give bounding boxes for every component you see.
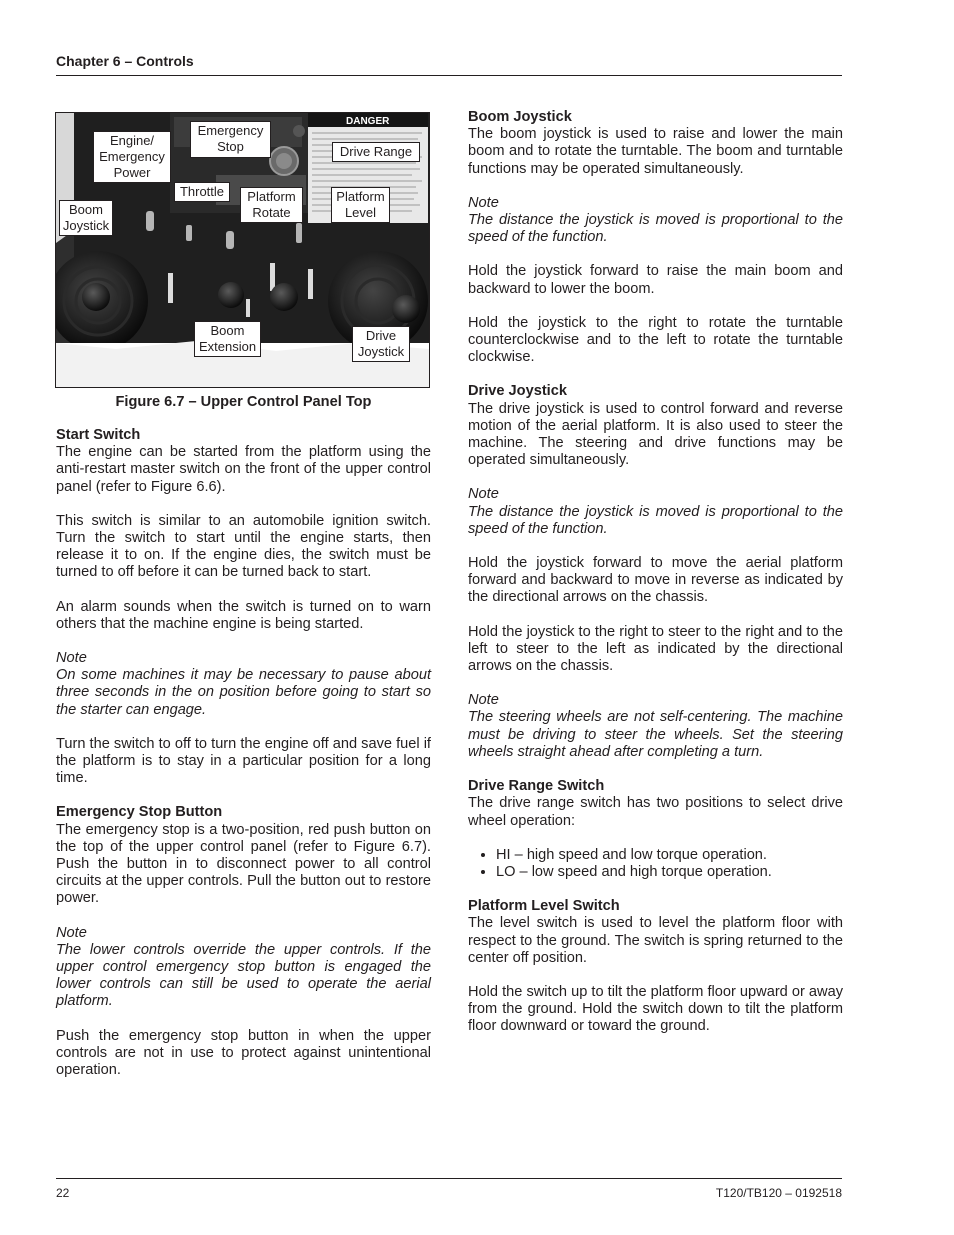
chapter-header: Chapter 6 – Controls [56,53,194,69]
boom-joystick-note-label: Note [468,194,499,211]
danger-decal-label: DANGER [346,116,390,127]
left-column [56,427,431,1096]
drive-range-list [468,847,843,881]
page-number: 22 [56,1186,70,1200]
callout-emergency-stop: Emergency Stop [190,121,271,158]
drive-joystick-heading: Drive Joystick [468,383,567,400]
upper-control-panel-figure [55,112,430,388]
start-switch-note-label: Note [56,650,87,667]
estop-p1: The emergency stop is a two-position, red push button on the top of the upper control panel (refer to Figure 6.7). Push the button in to disconnect power to all control circuits at the upper controls. Pull the button out to restore power. [56,821,431,907]
start-switch-p1: The engine can be started from the platform using the anti-restart master switch on the front of the upper control panel (refer to Figure 6.6). [56,444,431,495]
figure-caption: Figure 6.7 – Upper Control Panel Top [115,394,372,410]
callout-boom-extension: Boom Extension [194,321,261,357]
document-id: T120/TB120 – 0192518 [715,1186,842,1200]
start-switch-p4: Turn the switch to off to turn the engine off and save fuel if the platform is to stay in a particular position for a long time. [56,735,431,787]
callout-platform-rotate: Platform Rotate [240,187,303,223]
callout-drive-range: Drive Range [332,142,420,162]
drive-joystick-note2: The steering wheels are not self-centering. The machine must be driving to steer the wheels. Set the steering wheels straight ahead after completing a turn. [468,709,843,760]
right-column [468,109,843,1053]
header-rule [56,75,842,76]
drive-joystick-p3: Hold the joystick to the right to steer to the right and to the left to steer to the left as indicated by the directional arrows on the chassis. [468,623,843,675]
callout-platform-level: Platform Level [331,187,390,223]
platform-level-heading: Platform Level Switch [468,898,620,915]
callout-drive-joystick: Drive Joystick [352,326,410,362]
estop-heading: Emergency Stop Button [56,804,223,821]
estop-note: The lower controls override the upper controls. If the upper control emergency stop button is engaged the lower controls can still be used to operate the aerial platform. [56,941,431,1010]
footer-rule [56,1178,842,1179]
start-switch-note: On some machines it may be necessary to pause about three seconds in the on position before going to start so the starter can engage. [56,667,431,718]
platform-level-p1: The level switch is used to level the platform floor with respect to the ground. The switch is spring returned to the center off position. [468,915,843,966]
boom-joystick-p1: The boom joystick is used to raise and lower the main boom and to rotate the turntable. The boom and turntable functions may be operated simultaneously. [468,126,843,177]
callout-boom-joystick: Boom Joystick [59,200,113,236]
drive-joystick-note1: The distance the joystick is moved is proportional to the speed of the function. [468,503,843,537]
start-switch-p3: An alarm sounds when the switch is turned on to warn others that the machine engine is being started. [56,598,431,632]
platform-level-p2: Hold the switch up to tilt the platform floor upward or away from the ground. Hold the switch down to tilt the platform floor downward or toward the ground. [468,983,843,1035]
boom-joystick-note: The distance the joystick is moved is proportional to the speed of the function. [468,212,843,246]
boom-joystick-heading: Boom Joystick [468,109,572,125]
start-switch-p2: This switch is similar to an automobile ignition switch. Turn the switch to start until the engine starts, then release it to on. If the engine dies, the switch must be turned to off before it can be turned back to start. [56,512,431,581]
list-item: • HI – high speed and low torque operation. [496,847,843,864]
drive-joystick-p2: Hold the joystick forward to move the aerial platform forward and backward to move in reverse as indicated by the directional arrows on the chassis. [468,555,843,606]
boom-joystick-p3: Hold the joystick to the right to rotate the turntable counterclockwise and to the left to rotate the turntable clockwise. [468,314,843,366]
boom-joystick-p2: Hold the joystick forward to raise the main boom and backward to lower the boom. [468,263,843,297]
callout-throttle: Throttle [174,182,230,202]
start-switch-heading: Start Switch [56,427,141,443]
callout-engine-emergency-power: Engine/ Emergency Power [93,131,171,183]
estop-note-label: Note [56,924,87,941]
drive-range-heading: Drive Range Switch [468,778,605,795]
estop-p2: Push the emergency stop button in when the upper controls are not in use to protect against unintentional operation. [56,1027,431,1079]
list-item: • LO – low speed and high torque operation. [496,864,843,881]
drive-joystick-note1-label: Note [468,486,499,503]
drive-range-p1: The drive range switch has two positions to select drive wheel operation: [468,795,843,829]
drive-joystick-note2-label: Note [468,692,499,709]
drive-joystick-p1: The drive joystick is used to control forward and reverse motion of the aerial platform. It is also used to steer the machine. The steering and drive functions may be operated simultaneously. [468,400,843,469]
